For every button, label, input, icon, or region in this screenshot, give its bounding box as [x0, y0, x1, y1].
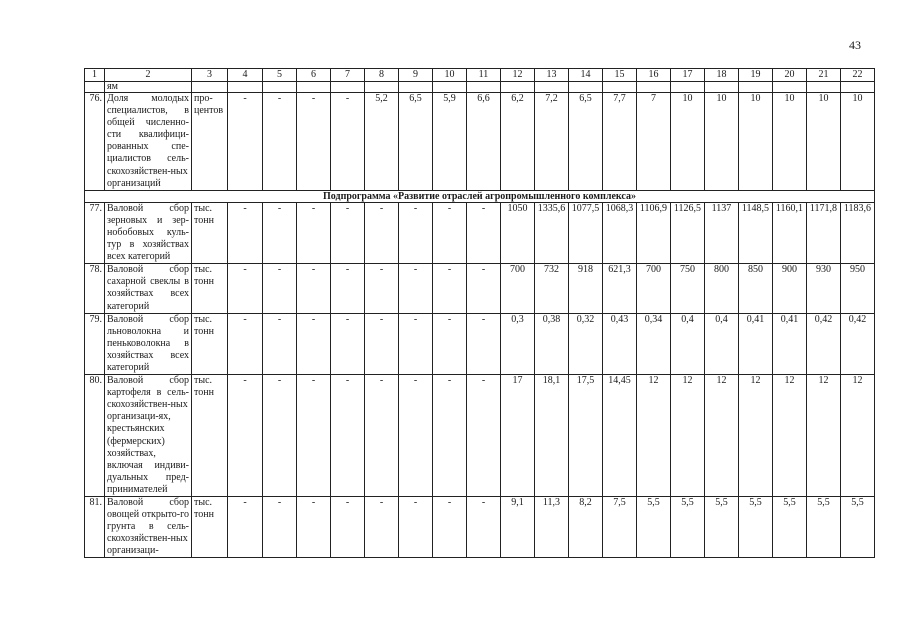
- value-cell: -: [331, 93, 365, 191]
- column-number: 18: [705, 69, 739, 82]
- value-cell: -: [467, 264, 501, 313]
- value-cell: -: [433, 313, 467, 374]
- value-cell: -: [331, 264, 365, 313]
- column-number: 16: [637, 69, 671, 82]
- value-cell: 11,3: [535, 497, 569, 558]
- indicator-name: Валовой сбор сахарной свеклы в хозяйствах всех категорий: [105, 264, 192, 313]
- row-index: 79.: [85, 313, 105, 374]
- continuation-row: [85, 82, 875, 93]
- value-cell: 10: [739, 93, 773, 191]
- value-cell: -: [228, 375, 263, 497]
- value-cell: -: [228, 313, 263, 374]
- column-number-row: [85, 69, 875, 82]
- value-cell: 5,5: [807, 497, 841, 558]
- value-cell: 0,41: [739, 313, 773, 374]
- value-cell: 5,5: [841, 497, 875, 558]
- value-cell: 0,43: [603, 313, 637, 374]
- value-cell: -: [467, 375, 501, 497]
- value-cell: 17: [501, 375, 535, 497]
- indicator-name: Валовой сбор картофеля в сель-скохозяйствен-ных организаци-ях, крестьянских (фермерских) хозяйствах, включая индиви-дуальных пред-принимателей: [105, 375, 192, 497]
- value-cell: -: [331, 313, 365, 374]
- cell: [773, 82, 807, 93]
- value-cell: 1183,6: [841, 202, 875, 263]
- cell: [228, 82, 263, 93]
- indicator-name: Валовой сбор льноволокна и пеньковолокна в хозяйствах всех категорий: [105, 313, 192, 374]
- value-cell: 12: [637, 375, 671, 497]
- indicator-row: [85, 93, 875, 191]
- value-cell: -: [467, 497, 501, 558]
- cell: [263, 82, 297, 93]
- value-cell: -: [297, 264, 331, 313]
- column-number: 11: [467, 69, 501, 82]
- value-cell: 930: [807, 264, 841, 313]
- column-number: 5: [263, 69, 297, 82]
- page-number: 43: [849, 38, 861, 52]
- column-number: 12: [501, 69, 535, 82]
- cell: [297, 82, 331, 93]
- cell: [399, 82, 433, 93]
- row-index: 77.: [85, 202, 105, 263]
- value-cell: -: [433, 264, 467, 313]
- unit-cell: тыс. тонн: [192, 497, 228, 558]
- cell: [192, 82, 228, 93]
- value-cell: 750: [671, 264, 705, 313]
- cell: [467, 82, 501, 93]
- column-number: 19: [739, 69, 773, 82]
- value-cell: 12: [671, 375, 705, 497]
- value-cell: -: [331, 375, 365, 497]
- value-cell: 5,2: [365, 93, 399, 191]
- value-cell: -: [297, 313, 331, 374]
- value-cell: 1050: [501, 202, 535, 263]
- value-cell: -: [433, 375, 467, 497]
- value-cell: 700: [501, 264, 535, 313]
- value-cell: 0,32: [569, 313, 603, 374]
- indicator-name: Доля молодых специалистов, в общей численно-сти квалифици-рованных спе-циалистов сель-скохозяйствен-ных организаций: [105, 93, 192, 191]
- value-cell: 0,4: [671, 313, 705, 374]
- value-cell: 1106,9: [637, 202, 671, 263]
- cell: [85, 82, 105, 93]
- value-cell: 1068,3: [603, 202, 637, 263]
- cell: [603, 82, 637, 93]
- cell: [739, 82, 773, 93]
- value-cell: 12: [705, 375, 739, 497]
- value-cell: 10: [773, 93, 807, 191]
- cell: [807, 82, 841, 93]
- row-index: 80.: [85, 375, 105, 497]
- value-cell: 900: [773, 264, 807, 313]
- value-cell: 7,7: [603, 93, 637, 191]
- indicator-row: [85, 264, 875, 313]
- value-cell: 1077,5: [569, 202, 603, 263]
- value-cell: -: [365, 313, 399, 374]
- column-number: 22: [841, 69, 875, 82]
- continuation-text: ям: [105, 82, 192, 93]
- value-cell: -: [365, 497, 399, 558]
- value-cell: 1148,5: [739, 202, 773, 263]
- value-cell: -: [467, 202, 501, 263]
- value-cell: 10: [705, 93, 739, 191]
- column-number: 17: [671, 69, 705, 82]
- cell: [501, 82, 535, 93]
- unit-cell: про-центов: [192, 93, 228, 191]
- value-cell: -: [467, 313, 501, 374]
- value-cell: 12: [773, 375, 807, 497]
- value-cell: 0,4: [705, 313, 739, 374]
- unit-cell: тыс. тонн: [192, 375, 228, 497]
- row-index: 76.: [85, 93, 105, 191]
- value-cell: -: [365, 202, 399, 263]
- value-cell: -: [263, 264, 297, 313]
- value-cell: -: [399, 202, 433, 263]
- value-cell: 5,5: [739, 497, 773, 558]
- column-number: 21: [807, 69, 841, 82]
- indicator-row: [85, 313, 875, 374]
- value-cell: 1335,6: [535, 202, 569, 263]
- value-cell: 7,2: [535, 93, 569, 191]
- column-number: 9: [399, 69, 433, 82]
- value-cell: 10: [807, 93, 841, 191]
- section-title: Подпрограмма «Развитие отраслей агропромышленного комплекса»: [85, 190, 875, 202]
- value-cell: 0,38: [535, 313, 569, 374]
- column-number: 4: [228, 69, 263, 82]
- value-cell: 0,34: [637, 313, 671, 374]
- value-cell: 12: [739, 375, 773, 497]
- value-cell: -: [228, 497, 263, 558]
- value-cell: 5,9: [433, 93, 467, 191]
- value-cell: -: [228, 264, 263, 313]
- value-cell: 1171,8: [807, 202, 841, 263]
- value-cell: -: [263, 202, 297, 263]
- value-cell: 10: [671, 93, 705, 191]
- value-cell: 0,42: [807, 313, 841, 374]
- column-number: 13: [535, 69, 569, 82]
- indicator-row: [85, 202, 875, 263]
- value-cell: 700: [637, 264, 671, 313]
- value-cell: 732: [535, 264, 569, 313]
- value-cell: -: [433, 497, 467, 558]
- value-cell: -: [365, 264, 399, 313]
- row-index: 81.: [85, 497, 105, 558]
- value-cell: -: [399, 375, 433, 497]
- value-cell: 621,3: [603, 264, 637, 313]
- value-cell: -: [297, 93, 331, 191]
- column-number: 20: [773, 69, 807, 82]
- value-cell: -: [263, 93, 297, 191]
- value-cell: 17,5: [569, 375, 603, 497]
- value-cell: 0,42: [841, 313, 875, 374]
- value-cell: -: [263, 497, 297, 558]
- unit-cell: тыс. тонн: [192, 313, 228, 374]
- cell: [637, 82, 671, 93]
- column-number: 1: [85, 69, 105, 82]
- value-cell: 14,45: [603, 375, 637, 497]
- column-number: 10: [433, 69, 467, 82]
- value-cell: 950: [841, 264, 875, 313]
- cell: [365, 82, 399, 93]
- value-cell: -: [263, 375, 297, 497]
- value-cell: -: [331, 497, 365, 558]
- column-number: 14: [569, 69, 603, 82]
- value-cell: 1137: [705, 202, 739, 263]
- value-cell: 5,5: [637, 497, 671, 558]
- value-cell: -: [399, 264, 433, 313]
- cell: [535, 82, 569, 93]
- value-cell: -: [365, 375, 399, 497]
- indicator-name: Валовой сбор овощей открыто-го грунта в сель-скохозяйствен-ных организаци-: [105, 497, 192, 558]
- value-cell: -: [297, 497, 331, 558]
- cell: [569, 82, 603, 93]
- section-row: [85, 190, 875, 202]
- column-number: 2: [105, 69, 192, 82]
- value-cell: 800: [705, 264, 739, 313]
- value-cell: 0,3: [501, 313, 535, 374]
- value-cell: 12: [841, 375, 875, 497]
- cell: [671, 82, 705, 93]
- value-cell: -: [399, 497, 433, 558]
- value-cell: -: [399, 313, 433, 374]
- value-cell: 6,5: [569, 93, 603, 191]
- value-cell: 5,5: [671, 497, 705, 558]
- value-cell: -: [433, 202, 467, 263]
- column-number: 8: [365, 69, 399, 82]
- value-cell: 18,1: [535, 375, 569, 497]
- value-cell: 6,2: [501, 93, 535, 191]
- value-cell: 7: [637, 93, 671, 191]
- value-cell: 6,5: [399, 93, 433, 191]
- row-index: 78.: [85, 264, 105, 313]
- value-cell: 1126,5: [671, 202, 705, 263]
- value-cell: 5,5: [773, 497, 807, 558]
- value-cell: -: [297, 202, 331, 263]
- value-cell: -: [263, 313, 297, 374]
- value-cell: 9,1: [501, 497, 535, 558]
- value-cell: -: [228, 202, 263, 263]
- value-cell: -: [297, 375, 331, 497]
- unit-cell: тыс. тонн: [192, 264, 228, 313]
- value-cell: 6,6: [467, 93, 501, 191]
- indicator-table: [84, 68, 875, 558]
- cell: [841, 82, 875, 93]
- value-cell: 10: [841, 93, 875, 191]
- indicator-row: [85, 375, 875, 497]
- value-cell: 850: [739, 264, 773, 313]
- value-cell: 8,2: [569, 497, 603, 558]
- value-cell: 918: [569, 264, 603, 313]
- unit-cell: тыс. тонн: [192, 202, 228, 263]
- column-number: 3: [192, 69, 228, 82]
- cell: [433, 82, 467, 93]
- value-cell: 7,5: [603, 497, 637, 558]
- cell: [331, 82, 365, 93]
- value-cell: 0,41: [773, 313, 807, 374]
- column-number: 15: [603, 69, 637, 82]
- value-cell: 12: [807, 375, 841, 497]
- value-cell: -: [228, 93, 263, 191]
- indicator-row: [85, 497, 875, 558]
- indicator-name: Валовой сбор зерновых и зер-нобобовых куль-тур в хозяйствах всех категорий: [105, 202, 192, 263]
- column-number: 7: [331, 69, 365, 82]
- value-cell: 1160,1: [773, 202, 807, 263]
- cell: [705, 82, 739, 93]
- value-cell: -: [331, 202, 365, 263]
- value-cell: 5,5: [705, 497, 739, 558]
- column-number: 6: [297, 69, 331, 82]
